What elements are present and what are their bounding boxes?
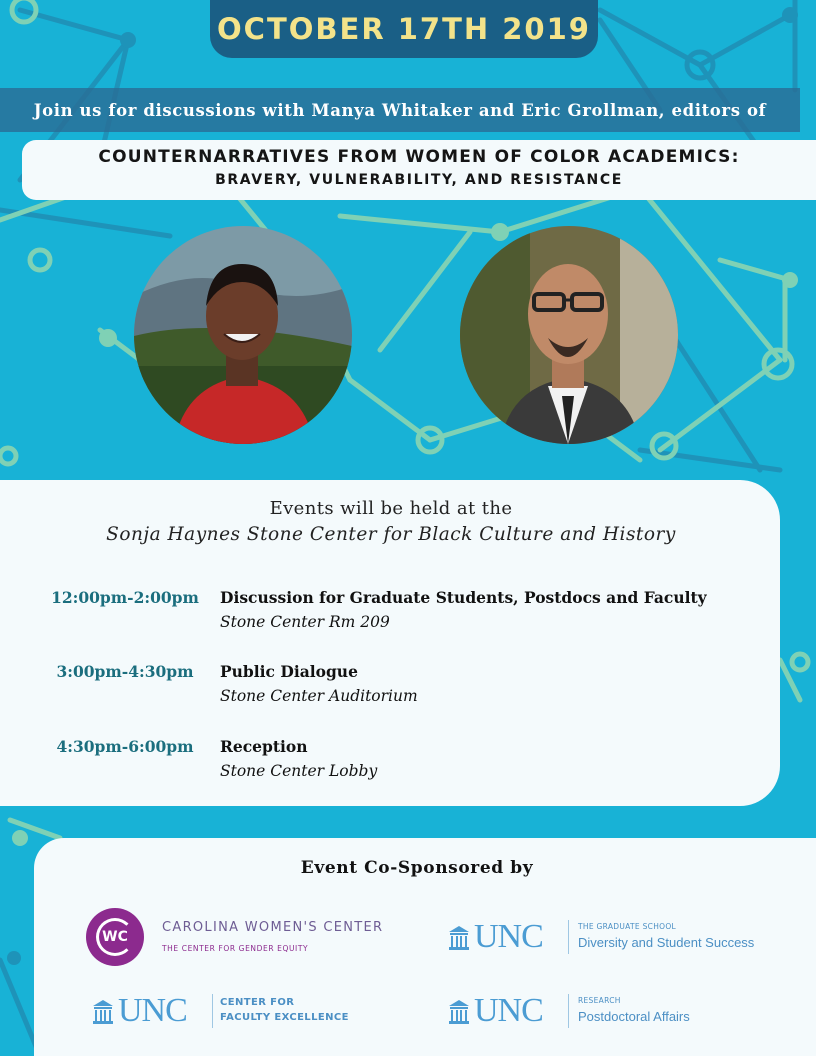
book-subtitle: BRAVERY, VULNERABILITY, AND RESISTANCE: [215, 172, 623, 188]
event-time: 3:00pm-4:30pm: [56, 662, 194, 681]
sponsors-heading: Event Co-Sponsored by: [300, 858, 534, 878]
grad-school-label: THE GRADUATE SCHOOL: [578, 922, 677, 931]
research-label: RESEARCH: [578, 996, 621, 1005]
carolina-womens-center-logo: [86, 908, 386, 968]
event-date: OCTOBER 17TH 2019: [217, 12, 591, 46]
book-title-box: [22, 140, 816, 200]
logo-divider: [212, 994, 213, 1028]
cwc-mark: WC: [102, 929, 128, 945]
old-well-icon: [448, 924, 470, 950]
unc-wordmark: UNC: [118, 992, 187, 1029]
book-title: COUNTERNARRATIVES FROM WOMEN OF COLOR ACADEMICS:: [98, 147, 740, 167]
event-time: 12:00pm-2:00pm: [51, 588, 199, 607]
events-intro: Events will be held at the: [269, 498, 513, 519]
portrait-man-photo: [460, 226, 678, 444]
cwc-name: CAROLINA WOMEN'S CENTER: [162, 920, 384, 935]
event-title: Reception: [220, 737, 308, 756]
grad-school-office: Diversity and Student Success: [578, 935, 755, 950]
event-location: Stone Center Rm 209: [220, 613, 390, 631]
sponsors-panel: [34, 838, 816, 1056]
cfe-line-2: FACULTY EXCELLENCE: [220, 1012, 349, 1023]
intro-banner: [0, 88, 800, 132]
cwc-tagline: THE CENTER FOR GENDER EQUITY: [162, 944, 309, 953]
research-office: Postdoctoral Affairs: [578, 1009, 690, 1024]
event-location: Stone Center Auditorium: [220, 687, 418, 705]
logo-divider: [568, 994, 569, 1028]
old-well-icon: [92, 998, 114, 1024]
old-well-icon: [448, 998, 470, 1024]
unc-wordmark: UNC: [474, 992, 543, 1029]
event-title: Public Dialogue: [220, 662, 358, 681]
unc-wordmark: UNC: [474, 918, 543, 955]
logo-divider: [568, 920, 569, 954]
portrait-woman-photo: [134, 226, 352, 444]
cfe-label: [220, 995, 349, 1025]
event-location: Stone Center Lobby: [220, 762, 378, 780]
cwc-emblem-icon: [86, 908, 144, 966]
date-banner: [210, 0, 598, 58]
events-venue: Sonja Haynes Stone Center for Black Culture and History: [106, 524, 676, 545]
intro-text: Join us for discussions with Manya Whitaker and Eric Grollman, editors of: [33, 100, 767, 120]
event-time: 4:30pm-6:00pm: [56, 737, 194, 756]
cfe-line-1: CENTER FOR: [220, 997, 295, 1008]
events-panel: [0, 480, 780, 806]
event-title: Discussion for Graduate Students, Postdocs and Faculty: [220, 588, 707, 607]
